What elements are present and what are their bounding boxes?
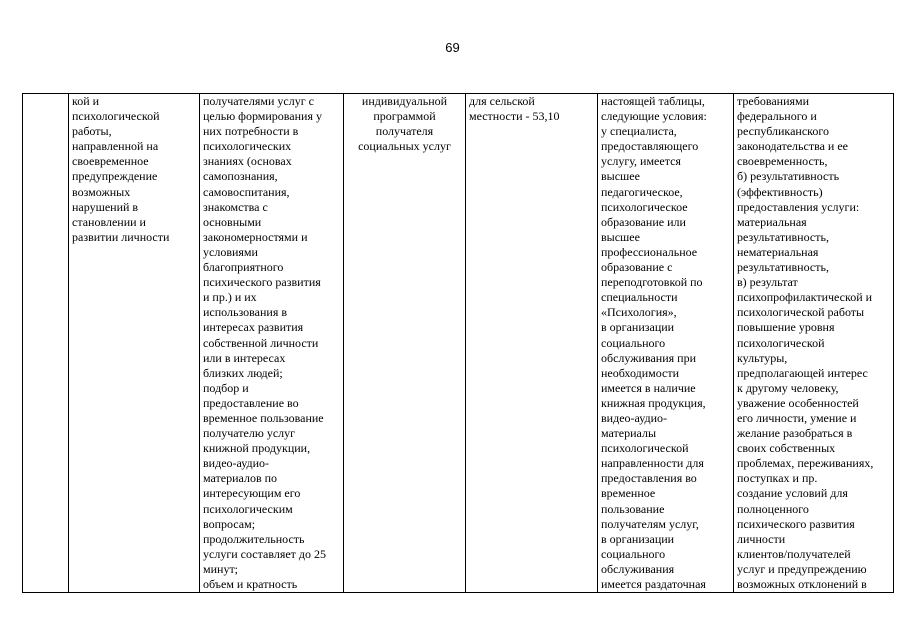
cell-text-line: кой и — [72, 94, 100, 108]
cell-text-line: нематериальная — [737, 244, 819, 259]
service-volume-cell — [344, 94, 466, 593]
cell-text-line: интересах развития — [203, 320, 304, 335]
cell-text-line: развитии личности — [72, 229, 170, 244]
cell-text-line: для сельской — [469, 94, 535, 108]
cell-text-line: знаниях (основах — [203, 154, 292, 169]
cell-text-line: временное пользование — [203, 410, 324, 425]
cell-text-line: обслуживания при — [601, 350, 697, 365]
cell-text-line: результативность, — [737, 260, 829, 275]
cell-text-line: направленной на — [72, 139, 159, 154]
cell-text-line: вопросам; — [203, 516, 256, 531]
cell-text-line: психического развития — [203, 275, 321, 290]
cell-text-line: своих собственных — [737, 441, 836, 456]
cell-text-line: предоставляющего — [601, 139, 699, 154]
cell-text-line: программой — [373, 109, 436, 124]
cell-text-line: книжная продукция, — [601, 395, 706, 410]
cell-text-line: продолжительность — [203, 531, 305, 546]
cell-text-line: образование с — [601, 260, 673, 275]
cell-text-line: психопрофилактической и — [737, 290, 873, 305]
cell-text-line: «Психология», — [601, 305, 677, 320]
cell-text-line: получателя — [375, 124, 434, 139]
number-cell — [23, 94, 69, 593]
cell-text-line: создание условий для — [737, 486, 848, 501]
cell-text-line: подбор и — [203, 380, 249, 395]
cell-text-line: становлении и — [72, 214, 146, 229]
cell-text-line: в) результат — [737, 275, 798, 290]
cell-text-line: своевременное — [72, 154, 149, 169]
cell-text-line: требованиями — [737, 94, 810, 108]
cell-text-line: близких людей; — [203, 365, 283, 380]
cell-text-line: имеется в наличие — [601, 380, 696, 395]
tariff-cell — [466, 94, 598, 593]
conditions-cell — [598, 94, 734, 593]
cell-text-line: основными — [203, 214, 262, 229]
cell-text-line: видео-аудио- — [601, 410, 667, 425]
cell-text-line: получателями услуг с — [203, 94, 314, 108]
cell-text-line: условиями — [203, 244, 258, 259]
cell-text-line: видео-аудио- — [203, 456, 269, 471]
cell-text-line: к другому человеку, — [737, 380, 839, 395]
cell-text-line: имеется раздаточная — [601, 577, 706, 591]
cell-text-line: высшее — [601, 229, 640, 244]
cell-text-line: самопознания, — [203, 169, 278, 184]
cell-text-line: собственной личности — [203, 335, 319, 350]
cell-text-line: социальных услуг — [358, 139, 451, 154]
cell-text-line: местности - 53,10 — [469, 109, 560, 124]
cell-text-line: следующие условия: — [601, 109, 707, 124]
cell-text-line: психологических — [203, 139, 292, 154]
cell-text-line: желание разобраться в — [737, 426, 853, 441]
cell-text-line: психологической работы — [737, 305, 865, 320]
cell-text-line: педагогическое, — [601, 184, 683, 199]
cell-text-line: социального — [601, 546, 666, 561]
cell-text-line: минут; — [203, 561, 239, 576]
cell-text-line: психологическим — [203, 501, 293, 516]
cell-text-line: клиентов/получателей — [737, 546, 851, 561]
cell-text-line: полноценного — [737, 501, 809, 516]
cell-text-line: получателю услуг — [203, 426, 296, 441]
cell-text-line: предоставления услуги: — [737, 199, 860, 214]
cell-text-line: своевременность, — [737, 154, 828, 169]
cell-text-line: в организации — [601, 531, 675, 546]
cell-text-line: нарушений в — [72, 199, 139, 214]
cell-text-line: переподготовкой по — [601, 275, 703, 290]
cell-text-line: использования в — [203, 305, 288, 320]
cell-text-line: самовоспитания, — [203, 184, 290, 199]
quality-indicators-cell — [734, 94, 894, 593]
cell-text-line: благоприятного — [203, 260, 284, 275]
cell-text-line: психологической — [737, 335, 825, 350]
cell-text-line: получателям услуг, — [601, 516, 699, 531]
cell-text-line: повышение уровня — [737, 320, 835, 335]
table-row — [23, 94, 894, 593]
cell-text-line: в организации — [601, 320, 675, 335]
cell-text-line: результативность, — [737, 229, 829, 244]
cell-text-line: личности — [737, 531, 786, 546]
cell-text-line: федерального и — [737, 109, 817, 124]
cell-text-line: предполагающей интерес — [737, 365, 868, 380]
cell-text-line: предоставления во — [601, 471, 697, 486]
cell-text-line: возможных — [72, 184, 131, 199]
cell-text-line: у специалиста, — [601, 124, 677, 139]
cell-text-line: предупреждение — [72, 169, 158, 184]
page-number: 69 — [445, 40, 460, 55]
cell-text-line: социального — [601, 335, 666, 350]
cell-text-line: его личности, умение и — [737, 410, 857, 425]
cell-text-line: настоящей таблицы, — [601, 94, 705, 108]
service-description-cell — [200, 94, 344, 593]
cell-text-line: работы, — [72, 124, 112, 139]
cell-text-line: возможных отклонений в — [737, 577, 867, 591]
cell-text-line: или в интересах — [203, 350, 286, 365]
cell-text-line: знакомства с — [203, 199, 268, 214]
cell-text-line: целью формирования у — [203, 109, 322, 124]
cell-text-line: них потребности в — [203, 124, 299, 139]
services-table — [22, 93, 894, 593]
cell-text-line: книжной продукции, — [203, 441, 311, 456]
cell-text-line: услуг и предупреждению — [737, 561, 867, 576]
cell-text-line: услуги составляет до 25 — [203, 546, 327, 561]
cell-text-line: культуры, — [737, 350, 788, 365]
cell-text-line: индивидуальной — [361, 94, 448, 108]
service-name-cell — [69, 94, 200, 593]
cell-text-line: законодательства и ее — [737, 139, 848, 154]
cell-text-line: направленности для — [601, 456, 704, 471]
cell-text-line: поступках и пр. — [737, 471, 818, 486]
cell-text-line: временное — [601, 486, 656, 501]
cell-text-line: (эффективность) — [737, 184, 823, 199]
cell-text-line: б) результативность — [737, 169, 840, 184]
cell-text-line: психологическое — [601, 199, 688, 214]
cell-text-line: предоставление во — [203, 395, 299, 410]
cell-text-line: образование или — [601, 214, 686, 229]
cell-text-line: закономерностями и — [203, 229, 308, 244]
cell-text-line: профессиональное — [601, 244, 698, 259]
cell-text-line: психического развития — [737, 516, 855, 531]
cell-text-line: обслуживания — [601, 561, 675, 576]
cell-text-line: и пр.) и их — [203, 290, 257, 305]
cell-text-line: уважение особенностей — [737, 395, 859, 410]
cell-text-line: республиканского — [737, 124, 829, 139]
cell-text-line: необходимости — [601, 365, 680, 380]
cell-text-line: материальная — [737, 214, 807, 229]
cell-text-line: проблемах, переживаниях, — [737, 456, 874, 471]
cell-text-line: специальности — [601, 290, 678, 305]
cell-text-line: материалы — [601, 426, 657, 441]
cell-text-line: высшее — [601, 169, 640, 184]
cell-text-line: психологической — [72, 109, 160, 124]
cell-text-line: психологической — [601, 441, 689, 456]
cell-text-line: объем и кратность — [203, 577, 298, 591]
cell-text-line: материалов по — [203, 471, 278, 486]
cell-text-line: услугу, имеется — [601, 154, 681, 169]
cell-text-line: пользование — [601, 501, 665, 516]
cell-text-line: интересующим его — [203, 486, 301, 501]
